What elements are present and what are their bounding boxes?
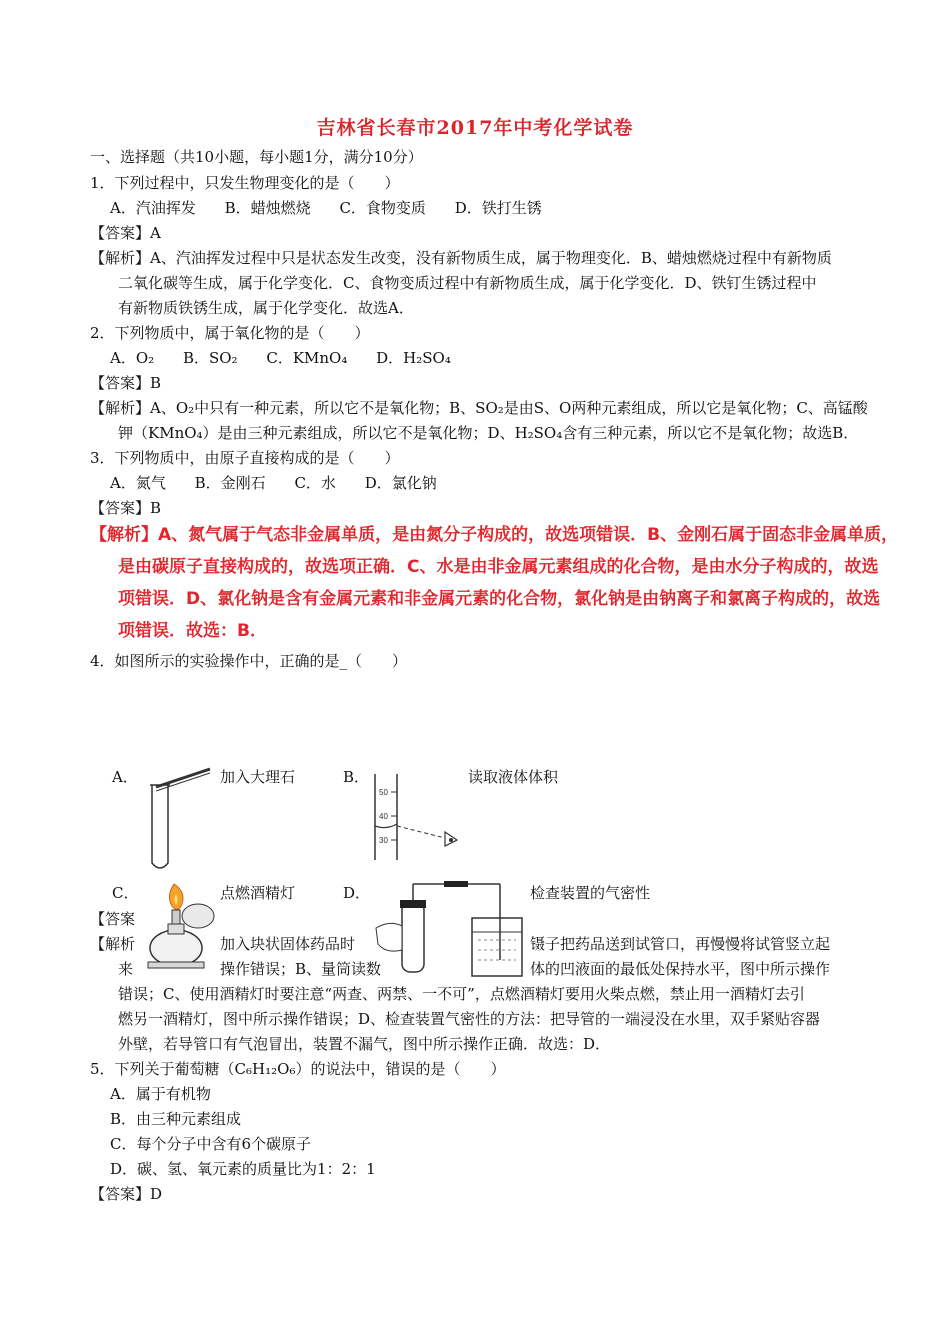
scale-label: 30 (379, 836, 388, 845)
q4-analysis-fragment: 操作错误；B、量筒读数 (220, 960, 382, 978)
q4-option-d-letter: D． (343, 884, 371, 902)
q1-option-a: A．汽油挥发 (110, 199, 196, 217)
q1-stem: 1．下列过程中，只发生物理变化的是（ ） (90, 174, 400, 192)
q3-options (110, 473, 461, 493)
q2-stem: 2．下列物质中，属于氧化物的是（ ） (90, 324, 370, 342)
q4-analysis-fragment: 加入块状固体药品时 (220, 935, 356, 953)
q1-analysis-line: 有新物质铁锈生成，属于化学变化．故选A． (118, 299, 414, 317)
q2-option-d: D．H₂SO₄ (376, 349, 451, 367)
q5-option-a: A．属于有机物 (110, 1085, 211, 1103)
q3-analysis-line: 项错误．故选：B． (118, 621, 267, 641)
q4-option-b-text: 读取液体体积 (468, 768, 559, 786)
q1-analysis-line: 【解析】A、汽油挥发过程中只是状态发生改变，没有新物质生成，属于物理变化．B、蜡烛燃烧过程中有新物质 (90, 249, 832, 267)
q3-option-b: B．金刚石 (194, 474, 266, 492)
q2-option-b: B．SO₂ (182, 349, 238, 367)
q4-analysis-line: 燃另一酒精灯，图中所示操作错误；D、检查装置气密性的方法：把导管的一端浸没在水里，双手紧贴容器 (118, 1010, 821, 1028)
q3-option-d: D．氯化钠 (364, 474, 437, 492)
q4-option-c-letter: C． (112, 884, 139, 902)
q2-answer: 【答案】B (90, 374, 162, 392)
q5-stem: 5．下列关于葡萄糖（C₆H₁₂O₆）的说法中，错误的是（ ） (90, 1060, 506, 1078)
q5-option-b: B．由三种元素组成 (110, 1110, 242, 1128)
q4-option-b-letter: B． (343, 768, 370, 786)
q4-option-d-text: 检查装置的气密性 (530, 884, 651, 902)
q2-analysis-line: 钾（KMnO₄）是由三种元素组成，所以它不是氧化物；D、H₂SO₄含有三种元素，所以它不是氧化物；故选B． (118, 424, 859, 442)
q3-option-a: A．氮气 (110, 474, 166, 492)
test-tube-marble-figure (138, 765, 220, 873)
graduated-cylinder-figure (365, 770, 465, 870)
page-title: 吉林省长春市2017年中考化学试卷 (316, 117, 634, 139)
q2-options (110, 348, 475, 368)
q4-option-c-text: 点燃酒精灯 (220, 884, 296, 902)
section-heading: 一、选择题（共10小题，每小题1分，满分10分） (90, 148, 423, 166)
scale-label: 40 (379, 812, 388, 821)
q4-analysis-line: 错误；C、使用酒精灯时要注意“两查、两禁、一不可”，点燃酒精灯要用火柴点燃，禁止用一酒精灯去引 (118, 985, 805, 1003)
q5-option-d: D．碳、氢、氧元素的质量比为1：2：1 (110, 1160, 376, 1178)
q2-analysis-line: 【解析】A、O₂中只有一种元素，所以它不是氧化物；B、SO₂是由S、O两种元素组成，所以它是氧化物；C、高锰酸 (90, 399, 868, 417)
q4-stem: 4．如图所示的实验操作中，正确的是_（ ） (90, 652, 408, 670)
q1-option-d: D．铁打生锈 (454, 199, 542, 217)
q4-analysis-fragment: 镊子把药品送到试管口，再慢慢将试管竖立起 (530, 935, 831, 953)
q4-answer: 【答案 (90, 910, 136, 928)
q5-option-c: C．每个分子中含有6个碳原子 (110, 1135, 312, 1153)
q5-answer: 【答案】D (90, 1185, 163, 1203)
q4-analysis-line: 外壁，若导管口有气泡冒出，装置不漏气，图中所示操作正确．故选：D． (118, 1035, 611, 1053)
q3-analysis-line: 是由碳原子直接构成的，故选项正确．C、水是由非金属元素组成的化合物，是由水分子构成的，故选 (118, 557, 879, 577)
q2-option-c: C．KMnO₄ (266, 349, 348, 367)
q4-analysis-fragment: 体的凹液面的最低处保持水平，图中所示操作 (530, 960, 831, 978)
q3-answer: 【答案】B (90, 499, 162, 517)
q3-analysis-line: 【解析】A、氮气属于气态非金属单质，是由氮分子构成的，故选项错误．B、金刚石属于固态非金属单质， (90, 525, 899, 545)
alcohol-lamp-figure (138, 876, 220, 978)
q4-analysis-start: 【解析 (90, 935, 136, 953)
q1-option-c: C．食物变质 (339, 199, 426, 217)
q3-option-c: C．水 (294, 474, 336, 492)
airtightness-apparatus-figure (372, 880, 528, 980)
q4-option-a-text: 加入大理石 (220, 768, 296, 786)
q2-option-a: A．O₂ (110, 349, 155, 367)
q1-option-b: B．蜡烛燃烧 (224, 199, 311, 217)
q1-analysis-line: 二氧化碳等生成，属于化学变化．C、食物变质过程中有新物质生成，属于化学变化．D、铁钉生锈过程中 (118, 274, 817, 292)
q4-analysis-fragment: 来 (118, 960, 134, 978)
q3-analysis-line: 项错误．D、氯化钠是含有金属元素和非金属元素的化合物，氯化钠是由钠离子和氯离子构成的，故选 (118, 589, 881, 609)
q1-answer: 【答案】A (90, 224, 161, 242)
q1-options (110, 198, 566, 218)
q3-stem: 3．下列物质中，由原子直接构成的是（ ） (90, 449, 400, 467)
q4-option-a-letter: A． (112, 768, 138, 786)
scale-label: 50 (379, 788, 388, 797)
